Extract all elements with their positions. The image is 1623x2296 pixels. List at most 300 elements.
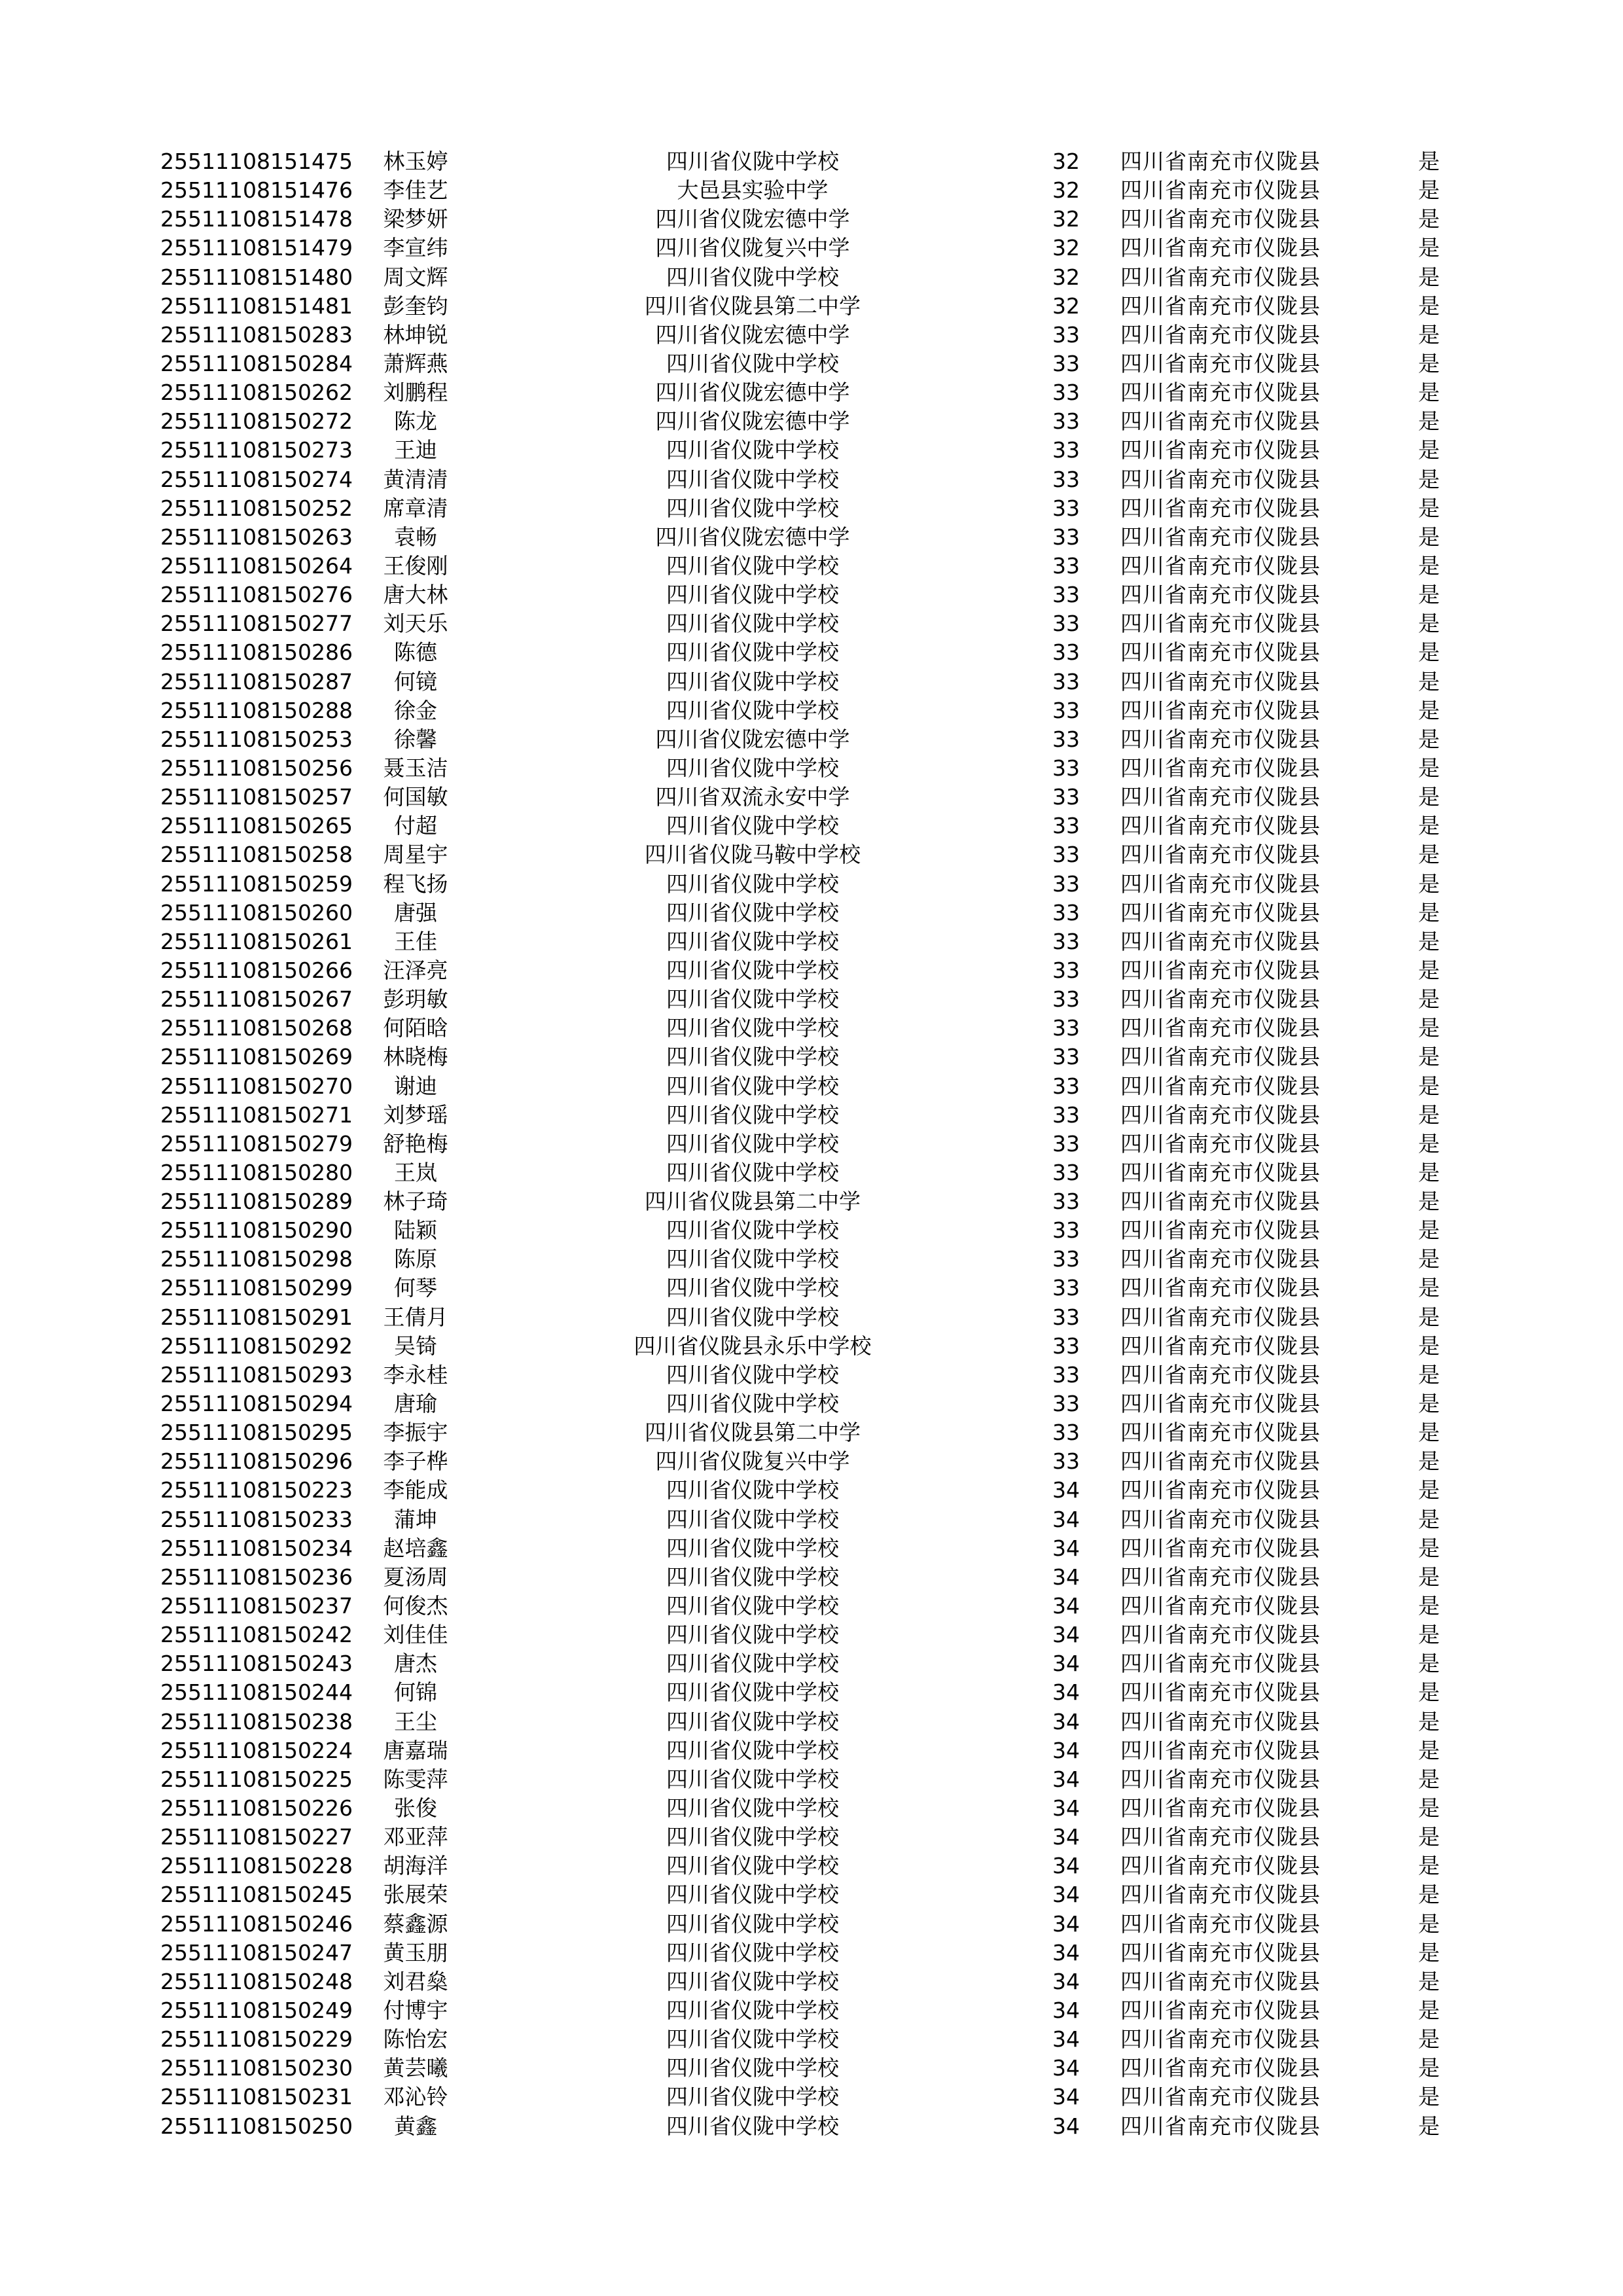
region-cell: 四川省南充市仪陇县 — [1120, 235, 1321, 261]
table-row — [0, 1101, 1623, 1130]
region-cell: 四川省南充市仪陇县 — [1120, 408, 1321, 435]
student-name-cell: 黄芸曦 — [383, 2055, 448, 2081]
student-name-cell: 林玉婷 — [383, 149, 448, 174]
exam-number-cell: 25511108150269 — [160, 1044, 353, 1070]
student-name-cell: 彭奎钧 — [383, 293, 448, 319]
region-cell: 四川省南充市仪陇县 — [1120, 206, 1321, 232]
student-name-cell: 唐嘉瑞 — [383, 1737, 448, 1763]
status-cell: 是 — [1418, 928, 1440, 954]
school-cell: 四川省仪陇中学校 — [666, 1708, 839, 1734]
exam-number-cell: 25511108150292 — [160, 1333, 353, 1359]
status-cell: 是 — [1418, 1679, 1440, 1706]
student-name-cell: 蔡鑫源 — [383, 1910, 448, 1937]
status-cell: 是 — [1418, 206, 1440, 232]
status-cell: 是 — [1418, 437, 1440, 463]
status-cell: 是 — [1418, 321, 1440, 348]
region-cell: 四川省南充市仪陇县 — [1120, 1708, 1321, 1734]
region-cell: 四川省南充市仪陇县 — [1120, 1159, 1321, 1185]
school-cell: 四川省仪陇宏德中学 — [655, 726, 850, 752]
score-cell: 33 — [1052, 784, 1080, 810]
status-cell: 是 — [1418, 1766, 1440, 1792]
table-row — [0, 292, 1623, 321]
exam-number-cell: 25511108150295 — [160, 1420, 353, 1446]
student-name-cell: 陈雯萍 — [383, 1766, 448, 1792]
score-cell: 33 — [1052, 1361, 1080, 1388]
score-cell: 33 — [1052, 1304, 1080, 1330]
exam-number-cell: 25511108150236 — [160, 1564, 353, 1590]
region-cell: 四川省南充市仪陇县 — [1120, 1651, 1321, 1677]
student-name-cell: 汪泽亮 — [383, 957, 448, 983]
school-cell: 四川省仪陇中学校 — [666, 1766, 839, 1792]
region-cell: 四川省南充市仪陇县 — [1120, 1391, 1321, 1417]
table-row — [0, 1852, 1623, 1880]
score-cell: 34 — [1052, 1506, 1080, 1532]
region-cell: 四川省南充市仪陇县 — [1120, 321, 1321, 348]
exam-number-cell: 25511108150274 — [160, 466, 353, 492]
exam-number-cell: 25511108150287 — [160, 668, 353, 694]
status-cell: 是 — [1418, 2055, 1440, 2081]
score-cell: 34 — [1052, 1824, 1080, 1850]
table-row — [0, 1014, 1623, 1043]
student-name-cell: 刘梦瑶 — [383, 1102, 448, 1128]
exam-number-cell: 25511108150298 — [160, 1246, 353, 1272]
score-cell: 33 — [1052, 1130, 1080, 1157]
status-cell: 是 — [1418, 986, 1440, 1013]
student-name-cell: 萧辉燕 — [383, 350, 448, 376]
region-cell: 四川省南充市仪陇县 — [1120, 697, 1321, 723]
school-cell: 四川省仪陇中学校 — [666, 1246, 839, 1272]
exam-number-cell: 25511108151476 — [160, 177, 353, 204]
status-cell: 是 — [1418, 1622, 1440, 1648]
score-cell: 34 — [1052, 1477, 1080, 1503]
table-row — [0, 1910, 1623, 1939]
status-cell: 是 — [1418, 1998, 1440, 2023]
school-cell: 四川省仪陇中学校 — [666, 1159, 839, 1185]
table-row — [0, 1534, 1623, 1563]
student-name-cell: 刘佳佳 — [383, 1622, 448, 1648]
region-cell: 四川省南充市仪陇县 — [1120, 1882, 1321, 1908]
student-name-cell: 胡海洋 — [383, 1853, 448, 1879]
region-cell: 四川省南充市仪陇县 — [1120, 149, 1321, 174]
student-name-cell: 陈德 — [394, 639, 437, 666]
student-name-cell: 徐馨 — [394, 726, 437, 752]
score-cell: 32 — [1052, 264, 1080, 290]
student-name-cell: 林子琦 — [383, 1189, 448, 1215]
school-cell: 四川省仪陇中学校 — [666, 1564, 839, 1590]
region-cell: 四川省南充市仪陇县 — [1120, 466, 1321, 492]
status-cell: 是 — [1418, 293, 1440, 319]
student-name-cell: 陈龙 — [394, 408, 437, 435]
exam-number-cell: 25511108150249 — [160, 1998, 353, 2023]
score-cell: 33 — [1052, 726, 1080, 752]
table-row — [0, 1708, 1623, 1736]
table-row — [0, 783, 1623, 812]
student-name-cell: 周星宇 — [383, 842, 448, 868]
region-cell: 四川省南充市仪陇县 — [1120, 1420, 1321, 1446]
status-cell: 是 — [1418, 1795, 1440, 1821]
score-cell: 34 — [1052, 1795, 1080, 1821]
table-row — [0, 1476, 1623, 1505]
table-row — [0, 2025, 1623, 2054]
student-name-cell: 王岚 — [394, 1159, 437, 1185]
student-name-cell: 吴锜 — [394, 1333, 437, 1359]
exam-number-cell: 25511108150225 — [160, 1766, 353, 1792]
school-cell: 四川省仪陇中学校 — [666, 1998, 839, 2023]
region-cell: 四川省南充市仪陇县 — [1120, 2055, 1321, 2081]
status-cell: 是 — [1418, 552, 1440, 579]
exam-number-cell: 25511108150294 — [160, 1391, 353, 1417]
status-cell: 是 — [1418, 1824, 1440, 1850]
region-cell: 四川省南充市仪陇县 — [1120, 668, 1321, 694]
school-cell: 四川省仪陇宏德中学 — [655, 408, 850, 435]
status-cell: 是 — [1418, 668, 1440, 694]
school-cell: 四川省仪陇宏德中学 — [655, 380, 850, 406]
status-cell: 是 — [1418, 1246, 1440, 1272]
student-name-cell: 何陌晗 — [383, 1015, 448, 1041]
region-cell: 四川省南充市仪陇县 — [1120, 1102, 1321, 1128]
region-cell: 四川省南充市仪陇县 — [1120, 1189, 1321, 1215]
exam-number-cell: 25511108150270 — [160, 1073, 353, 1099]
score-cell: 34 — [1052, 1910, 1080, 1937]
status-cell: 是 — [1418, 842, 1440, 868]
region-cell: 四川省南充市仪陇县 — [1120, 870, 1321, 897]
table-row — [0, 1361, 1623, 1390]
exam-number-cell: 25511108150262 — [160, 380, 353, 406]
school-cell: 四川省仪陇中学校 — [666, 1622, 839, 1648]
table-row — [0, 668, 1623, 696]
score-cell: 33 — [1052, 1102, 1080, 1128]
table-row — [0, 638, 1623, 667]
score-cell: 33 — [1052, 1275, 1080, 1301]
region-cell: 四川省南充市仪陇县 — [1120, 437, 1321, 463]
region-cell: 四川省南充市仪陇县 — [1120, 177, 1321, 204]
region-cell: 四川省南充市仪陇县 — [1120, 1506, 1321, 1532]
region-cell: 四川省南充市仪陇县 — [1120, 1073, 1321, 1099]
status-cell: 是 — [1418, 235, 1440, 261]
exam-number-cell: 25511108150272 — [160, 408, 353, 435]
school-cell: 四川省仪陇中学校 — [666, 986, 839, 1013]
student-name-cell: 夏汤周 — [383, 1564, 448, 1590]
score-cell: 33 — [1052, 957, 1080, 983]
table-row — [0, 754, 1623, 783]
student-name-cell: 梁梦妍 — [383, 206, 448, 232]
score-cell: 33 — [1052, 495, 1080, 521]
region-cell: 四川省南充市仪陇县 — [1120, 582, 1321, 608]
student-name-cell: 唐强 — [394, 899, 437, 925]
school-cell: 四川省仪陇中学校 — [666, 1651, 839, 1677]
region-cell: 四川省南充市仪陇县 — [1120, 1939, 1321, 1965]
student-name-cell: 唐瑜 — [394, 1391, 437, 1417]
exam-number-cell: 25511108150230 — [160, 2055, 353, 2081]
exam-number-cell: 25511108150277 — [160, 611, 353, 637]
score-cell: 34 — [1052, 1939, 1080, 1965]
student-name-cell: 邓沁铃 — [383, 2084, 448, 2110]
score-cell: 33 — [1052, 1044, 1080, 1070]
exam-number-cell: 25511108150263 — [160, 524, 353, 550]
score-cell: 34 — [1052, 1737, 1080, 1763]
student-name-cell: 蒲坤 — [394, 1506, 437, 1532]
table-row — [0, 725, 1623, 754]
status-cell: 是 — [1418, 1102, 1440, 1128]
status-cell: 是 — [1418, 1015, 1440, 1041]
school-cell: 四川省仪陇县第二中学 — [645, 293, 861, 319]
region-cell: 四川省南充市仪陇县 — [1120, 1737, 1321, 1763]
school-cell: 四川省仪陇中学校 — [666, 1737, 839, 1763]
status-cell: 是 — [1418, 495, 1440, 521]
table-row — [0, 1880, 1623, 1909]
score-cell: 34 — [1052, 1708, 1080, 1734]
score-cell: 33 — [1052, 842, 1080, 868]
student-name-cell: 舒艳梅 — [383, 1130, 448, 1157]
school-cell: 四川省仪陇宏德中学 — [655, 524, 850, 550]
score-cell: 33 — [1052, 639, 1080, 666]
region-cell: 四川省南充市仪陇县 — [1120, 1910, 1321, 1937]
school-cell: 四川省仪陇中学校 — [666, 1824, 839, 1850]
status-cell: 是 — [1418, 408, 1440, 435]
region-cell: 四川省南充市仪陇县 — [1120, 726, 1321, 752]
exam-number-cell: 25511108150228 — [160, 1853, 353, 1879]
student-name-cell: 刘天乐 — [383, 611, 448, 637]
region-cell: 四川省南充市仪陇县 — [1120, 1853, 1321, 1879]
table-row — [0, 494, 1623, 523]
student-name-cell: 陈原 — [394, 1246, 437, 1272]
student-name-cell: 何镜 — [394, 668, 437, 694]
table-row — [0, 407, 1623, 436]
score-cell: 33 — [1052, 986, 1080, 1013]
exam-number-cell: 25511108150224 — [160, 1737, 353, 1763]
school-cell: 四川省仪陇中学校 — [666, 149, 839, 174]
status-cell: 是 — [1418, 1159, 1440, 1185]
table-row — [0, 552, 1623, 581]
school-cell: 四川省仪陇中学校 — [666, 611, 839, 637]
table-row — [0, 176, 1623, 205]
region-cell: 四川省南充市仪陇县 — [1120, 1448, 1321, 1475]
region-cell: 四川省南充市仪陇县 — [1120, 986, 1321, 1013]
table-row — [0, 2112, 1623, 2141]
school-cell: 四川省仪陇中学校 — [666, 639, 839, 666]
score-cell: 34 — [1052, 1998, 1080, 2023]
status-cell: 是 — [1418, 1593, 1440, 1619]
region-cell: 四川省南充市仪陇县 — [1120, 1246, 1321, 1272]
student-name-cell: 聂玉洁 — [383, 755, 448, 781]
table-row — [0, 1043, 1623, 1071]
region-cell: 四川省南充市仪陇县 — [1120, 842, 1321, 868]
region-cell: 四川省南充市仪陇县 — [1120, 1679, 1321, 1706]
status-cell: 是 — [1418, 2113, 1440, 2139]
exam-number-cell: 25511108150238 — [160, 1708, 353, 1734]
score-cell: 33 — [1052, 1420, 1080, 1446]
table-row — [0, 234, 1623, 262]
table-row — [0, 1332, 1623, 1361]
region-cell: 四川省南充市仪陇县 — [1120, 264, 1321, 290]
exam-number-cell: 25511108150250 — [160, 2113, 353, 2139]
status-cell: 是 — [1418, 813, 1440, 839]
exam-number-cell: 25511108150229 — [160, 2026, 353, 2053]
school-cell: 四川省仪陇中学校 — [666, 1679, 839, 1706]
region-cell: 四川省南充市仪陇县 — [1120, 639, 1321, 666]
school-cell: 四川省仪陇中学校 — [666, 813, 839, 839]
status-cell: 是 — [1418, 1939, 1440, 1965]
exam-number-cell: 25511108150245 — [160, 1882, 353, 1908]
status-cell: 是 — [1418, 957, 1440, 983]
score-cell: 33 — [1052, 1217, 1080, 1244]
status-cell: 是 — [1418, 870, 1440, 897]
status-cell: 是 — [1418, 611, 1440, 637]
school-cell: 四川省仪陇中学校 — [666, 928, 839, 954]
exam-number-cell: 25511108150237 — [160, 1593, 353, 1619]
exam-number-cell: 25511108150258 — [160, 842, 353, 868]
student-name-cell: 付博宇 — [383, 1998, 448, 2023]
status-cell: 是 — [1418, 1477, 1440, 1503]
score-cell: 33 — [1052, 582, 1080, 608]
exam-number-cell: 25511108150267 — [160, 986, 353, 1013]
school-cell: 四川省仪陇宏德中学 — [655, 206, 850, 232]
status-cell: 是 — [1418, 1333, 1440, 1359]
school-cell: 四川省仪陇中学校 — [666, 957, 839, 983]
student-name-cell: 徐金 — [394, 697, 437, 723]
status-cell: 是 — [1418, 264, 1440, 290]
score-cell: 34 — [1052, 1679, 1080, 1706]
student-name-cell: 王迪 — [394, 437, 437, 463]
table-row — [0, 1823, 1623, 1852]
status-cell: 是 — [1418, 380, 1440, 406]
status-cell: 是 — [1418, 177, 1440, 204]
exam-number-cell: 25511108150259 — [160, 870, 353, 897]
exam-number-cell: 25511108151480 — [160, 264, 353, 290]
status-cell: 是 — [1418, 1853, 1440, 1879]
region-cell: 四川省南充市仪陇县 — [1120, 928, 1321, 954]
status-cell: 是 — [1418, 639, 1440, 666]
status-cell: 是 — [1418, 466, 1440, 492]
table-row — [0, 1187, 1623, 1216]
table-row — [0, 321, 1623, 350]
status-cell: 是 — [1418, 1564, 1440, 1590]
school-cell: 四川省仪陇中学校 — [666, 755, 839, 781]
school-cell: 四川省仪陇中学校 — [666, 1939, 839, 1965]
school-cell: 四川省仪陇中学校 — [666, 1304, 839, 1330]
status-cell: 是 — [1418, 1506, 1440, 1532]
status-cell: 是 — [1418, 784, 1440, 810]
table-row — [0, 696, 1623, 725]
student-name-cell: 王倩月 — [383, 1304, 448, 1330]
exam-number-cell: 25511108150273 — [160, 437, 353, 463]
score-cell: 34 — [1052, 1766, 1080, 1792]
exam-number-cell: 25511108150242 — [160, 1622, 353, 1648]
status-cell: 是 — [1418, 899, 1440, 925]
table-row — [0, 1592, 1623, 1621]
table-row — [0, 1158, 1623, 1187]
student-name-cell: 王尘 — [394, 1708, 437, 1734]
region-cell: 四川省南充市仪陇县 — [1120, 1217, 1321, 1244]
table-row — [0, 1505, 1623, 1534]
table-row — [0, 2083, 1623, 2111]
status-cell: 是 — [1418, 697, 1440, 723]
status-cell: 是 — [1418, 1217, 1440, 1244]
student-name-cell: 何琴 — [394, 1275, 437, 1301]
school-cell: 四川省仪陇县第二中学 — [645, 1420, 861, 1446]
school-cell: 四川省仪陇中学校 — [666, 1073, 839, 1099]
exam-number-cell: 25511108150248 — [160, 1968, 353, 1994]
table-row — [0, 1274, 1623, 1302]
table-row — [0, 1130, 1623, 1158]
exam-number-cell: 25511108150231 — [160, 2084, 353, 2110]
exam-number-cell: 25511108150299 — [160, 1275, 353, 1301]
region-cell: 四川省南充市仪陇县 — [1120, 350, 1321, 376]
region-cell: 四川省南充市仪陇县 — [1120, 1130, 1321, 1157]
score-cell: 33 — [1052, 1189, 1080, 1215]
region-cell: 四川省南充市仪陇县 — [1120, 1766, 1321, 1792]
exam-number-cell: 25511108150226 — [160, 1795, 353, 1821]
exam-number-cell: 25511108150286 — [160, 639, 353, 666]
exam-number-cell: 25511108150296 — [160, 1448, 353, 1475]
exam-number-cell: 25511108150283 — [160, 321, 353, 348]
student-name-cell: 李振宇 — [383, 1420, 448, 1446]
score-cell: 34 — [1052, 1593, 1080, 1619]
score-cell: 33 — [1052, 1159, 1080, 1185]
school-cell: 四川省仪陇中学校 — [666, 1044, 839, 1070]
student-name-cell: 李子桦 — [383, 1448, 448, 1475]
exam-number-cell: 25511108150223 — [160, 1477, 353, 1503]
school-cell: 四川省仪陇中学校 — [666, 2113, 839, 2139]
student-name-cell: 程飞扬 — [383, 870, 448, 897]
school-cell: 四川省仪陇中学校 — [666, 870, 839, 897]
score-cell: 32 — [1052, 293, 1080, 319]
student-name-cell: 张俊 — [394, 1795, 437, 1821]
region-cell: 四川省南充市仪陇县 — [1120, 293, 1321, 319]
exam-number-cell: 25511108151481 — [160, 293, 353, 319]
score-cell: 34 — [1052, 1853, 1080, 1879]
exam-number-cell: 25511108151478 — [160, 206, 353, 232]
region-cell: 四川省南充市仪陇县 — [1120, 1535, 1321, 1561]
region-cell: 四川省南充市仪陇县 — [1120, 1333, 1321, 1359]
student-name-cell: 陆颖 — [394, 1217, 437, 1244]
school-cell: 四川省仪陇中学校 — [666, 1535, 839, 1561]
table-row — [0, 870, 1623, 899]
student-name-cell: 席章清 — [383, 495, 448, 521]
score-cell: 34 — [1052, 2084, 1080, 2110]
status-cell: 是 — [1418, 1073, 1440, 1099]
score-cell: 33 — [1052, 1448, 1080, 1475]
school-cell: 四川省仪陇中学校 — [666, 1477, 839, 1503]
school-cell: 四川省仪陇中学校 — [666, 1795, 839, 1821]
region-cell: 四川省南充市仪陇县 — [1120, 1824, 1321, 1850]
school-cell: 四川省仪陇县第二中学 — [645, 1189, 861, 1215]
school-cell: 四川省双流永安中学 — [655, 784, 850, 810]
region-cell: 四川省南充市仪陇县 — [1120, 524, 1321, 550]
exam-number-cell: 25511108150290 — [160, 1217, 353, 1244]
score-cell: 33 — [1052, 899, 1080, 925]
score-cell: 34 — [1052, 1968, 1080, 1994]
school-cell: 四川省仪陇马鞍中学校 — [645, 842, 861, 868]
student-name-cell: 李宣纬 — [383, 235, 448, 261]
score-cell: 33 — [1052, 552, 1080, 579]
region-cell: 四川省南充市仪陇县 — [1120, 1275, 1321, 1301]
school-cell: 大邑县实验中学 — [677, 177, 829, 204]
score-cell: 34 — [1052, 2055, 1080, 2081]
student-name-cell: 唐杰 — [394, 1651, 437, 1677]
score-cell: 33 — [1052, 813, 1080, 839]
school-cell: 四川省仪陇中学校 — [666, 495, 839, 521]
student-name-cell: 彭玥敏 — [383, 986, 448, 1013]
table-row — [0, 2054, 1623, 2083]
region-cell: 四川省南充市仪陇县 — [1120, 1477, 1321, 1503]
region-cell: 四川省南充市仪陇县 — [1120, 611, 1321, 637]
score-cell: 32 — [1052, 206, 1080, 232]
exam-number-cell: 25511108150253 — [160, 726, 353, 752]
table-row — [0, 840, 1623, 869]
student-name-cell: 王俊刚 — [383, 552, 448, 579]
status-cell: 是 — [1418, 1651, 1440, 1677]
